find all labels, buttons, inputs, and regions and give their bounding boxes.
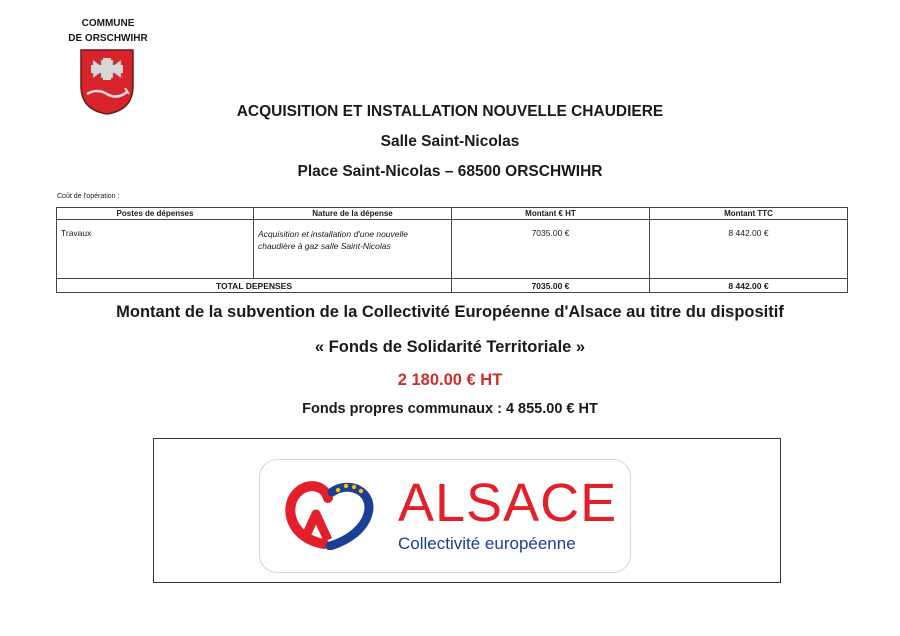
alsace-heart-mark-icon [280,478,376,550]
header-postes: Postes de dépenses [57,208,254,220]
header-montant-ht: Montant € HT [452,208,650,220]
commune-line-1: COMMUNE [81,18,135,29]
cell-nature: Acquisition et installation d'une nouvelle chaudière à gaz salle Saint-Nicolas [254,220,452,279]
subvention-amount: 2 180.00 € HT [397,371,503,389]
commune-line-2: DE ORSCHWIHR [68,33,148,44]
header-montant-ttc: Montant TTC [650,208,848,220]
table-header-row [57,208,848,220]
budget-table [56,207,848,293]
table-row [57,220,848,279]
page-title: ACQUISITION ET INSTALLATION NOUVELLE CHAUDIERE [236,103,664,120]
logo-frame [153,438,781,583]
logo-wordmark: ALSACE [398,473,618,533]
cell-montant-ht: 7035.00 € [452,220,650,279]
commune-name [58,16,158,46]
alsace-logo [259,459,631,573]
subvention-program: « Fonds de Solidarité Territoriale » [314,338,586,356]
subvention-heading: Montant de la subvention de la Collectivité Européenne d'Alsace au titre du dispositif [116,303,784,321]
total-label: TOTAL DEPENSES [57,279,452,293]
table-total-row [57,279,848,293]
cell-poste: Travaux [57,220,254,279]
total-montant-ttc: 8 442.00 € [650,279,848,293]
header-nature: Nature de la dépense [254,208,452,220]
logo-subtitle: Collectivité européenne [398,534,576,553]
fonds-propres: Fonds propres communaux : 4 855.00 € HT [302,401,598,417]
total-montant-ht: 7035.00 € [452,279,650,293]
cell-montant-ttc: 8 442.00 € [650,220,848,279]
venue-address: Place Saint-Nicolas – 68500 ORSCHWIHR [297,163,603,180]
cost-label: Coût de l'opération : [57,193,120,200]
venue-name: Salle Saint-Nicolas [380,133,520,150]
